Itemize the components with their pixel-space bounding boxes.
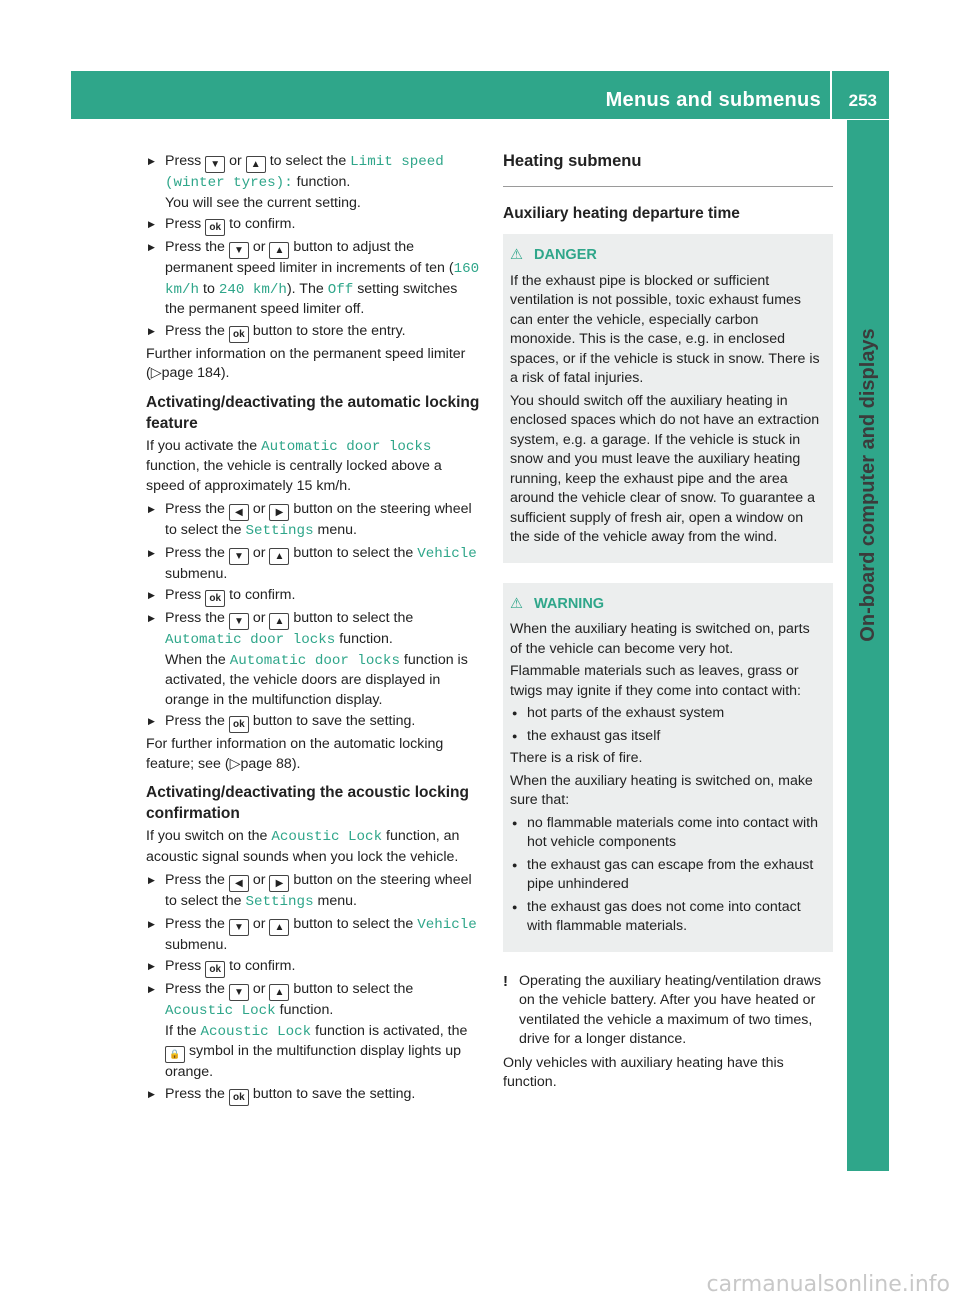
section-heading: Activating/deactivating the automatic locking feature — [146, 393, 480, 432]
section-divider — [503, 186, 833, 187]
list-item: ● the exhaust gas can escape from the exhaust pipe unhindered — [510, 856, 825, 895]
step-item: ▶ Press the ▼ or ▲ button to select the Vehicle submenu. — [146, 915, 480, 956]
list-item: ● no flammable materials come into contact with hot vehicle components — [510, 814, 825, 853]
down-key-icon: ▼ — [229, 548, 249, 565]
section-title: Heating submenu — [503, 152, 642, 170]
danger-label: DANGER — [534, 247, 597, 263]
danger-box — [503, 234, 833, 563]
step-item: ▶ Press the ▼ or ▲ button to select the Vehicle submenu. — [146, 544, 480, 585]
danger-text: You should switch off the auxiliary heating in enclosed spaces which do not have an extraction system, e.g. a garage. If the vehicle is stuck in snow and you must leave the auxiliary heating running, keep the exhaust pipe and the area around the vehicle clear of snow. To guarantee a sufficient supply of fresh air, open a window on the side of the vehicle away from the wind. — [510, 392, 820, 545]
warning-triangle-icon: ⚠ — [510, 247, 523, 263]
ok-key-icon: ok — [229, 716, 249, 733]
step-item: ▶ Press the ▼ or ▲ button to select the Automatic door locks function. When the Automatic door locks function is activated, the vehicle doors are displayed in orange in the multifunction display. — [146, 609, 480, 710]
left-column — [146, 152, 480, 1108]
step-item: ▶ Press the ▼ or ▲ button to adjust the permanent speed limiter in increments of ten (160 km/h to 240 km/h). The Off setting switches the permanent speed limiter off. — [146, 238, 480, 320]
step-item: ▶ Press the ◀ or ▶ button on the steering wheel to select the Settings menu. — [146, 500, 480, 542]
up-key-icon: ▲ — [269, 613, 289, 630]
right-key-icon: ▶ — [269, 504, 289, 521]
section-heading: Activating/deactivating the acoustic locking confirmation — [146, 784, 469, 822]
header-separator — [830, 71, 832, 119]
page-ref-icon: ▷ — [229, 755, 241, 772]
down-key-icon: ▼ — [229, 242, 249, 259]
paragraph: For further information on the automatic locking feature; see (▷page 88). — [146, 736, 444, 772]
warning-text: When the auxiliary heating is switched on, parts of the vehicle can become very hot. — [510, 621, 810, 657]
paragraph: Further information on the permanent speed limiter (▷page 184). — [146, 345, 466, 381]
left-key-icon: ◀ — [229, 504, 249, 521]
notice: ! Operating the auxiliary heating/ventilation draws on the vehicle battery. After you have heated or ventilated the vehicle a maximum of two times, drive for a longer distance. — [503, 972, 822, 1047]
list-item: ● the exhaust gas itself — [510, 727, 825, 747]
page-title: Menus and submenus — [605, 89, 821, 111]
ok-key-icon: ok — [229, 1089, 249, 1106]
up-key-icon: ▲ — [269, 919, 289, 936]
ok-key-icon: ok — [229, 326, 249, 343]
ok-key-icon: ok — [205, 961, 225, 978]
page-ref-icon: ▷ — [150, 365, 162, 381]
page-number: 253 — [848, 91, 877, 110]
exclamation-icon: ! — [503, 972, 508, 990]
warning-text: There is a risk of fire. — [510, 750, 643, 766]
paragraph: If you switch on the Acoustic Lock function, an acoustic signal sounds when you lock the vehicle. — [146, 828, 460, 865]
side-tab — [847, 120, 889, 1171]
left-key-icon: ◀ — [229, 875, 249, 892]
right-column — [503, 150, 833, 1093]
list-item: ● hot parts of the exhaust system — [510, 704, 825, 724]
step-item: ▶ Press the ◀ or ▶ button on the steering wheel to select the Settings menu. — [146, 871, 480, 913]
up-key-icon: ▲ — [269, 548, 289, 565]
step-item: ▶ Press ok to confirm. — [146, 215, 480, 236]
step-item: ▶ Press the ▼ or ▲ button to select the Acoustic Lock function. If the Acoustic Lock function is activated, the 🔒 symbol in the multifunction display lights up orange. — [146, 980, 480, 1083]
down-key-icon: ▼ — [229, 613, 249, 630]
danger-text: If the exhaust pipe is blocked or sufficient ventilation is not possible, toxic exhaust fumes can enter the vehicle, especially carbon monoxide. This is the case, e.g. in enclosed spaces, or if the vehicle is stuck in snow. There is a risk of fatal injuries. — [510, 272, 820, 386]
step-item: ▶ Press ok to confirm. — [146, 957, 480, 978]
page-link[interactable]: page 88). — [240, 755, 301, 772]
warning-text: When the auxiliary heating is switched on, make sure that: — [510, 772, 813, 808]
paragraph: Only vehicles with auxiliary heating have this function. — [503, 1054, 784, 1090]
ok-key-icon: ok — [205, 590, 225, 607]
display-text: Limit speed (winter tyres): — [165, 154, 444, 191]
paragraph: If you activate the Automatic door locks function, the vehicle is centrally locked above a speed of approximately 15 km/h. — [146, 437, 442, 494]
down-key-icon: ▼ — [229, 984, 249, 1001]
step-item: ▶ Press the ok button to store the entry. — [146, 322, 480, 343]
step-item: ▶ Press ▼ or ▲ to select the Limit speed (winter tyres): function. You will see the current setting. — [146, 152, 480, 213]
ok-key-icon: ok — [205, 219, 225, 236]
list-item: ● the exhaust gas does not come into contact with flammable materials. — [510, 898, 825, 937]
up-key-icon: ▲ — [269, 242, 289, 259]
warning-label: WARNING — [534, 595, 605, 612]
step-item: ▶ Press the ok button to save the setting. — [146, 1085, 480, 1106]
warning-box — [503, 583, 833, 952]
step-item: ▶ Press ok to confirm. — [146, 586, 480, 607]
warning-text: Flammable materials such as leaves, grass or twigs may ignite if they come into contact with: — [510, 663, 801, 699]
side-tab-marker — [851, 754, 885, 788]
down-key-icon: ▼ — [205, 156, 225, 173]
header-bar — [71, 71, 889, 119]
warning-triangle-icon: ⚠ — [510, 595, 523, 612]
right-key-icon: ▶ — [269, 875, 289, 892]
up-key-icon: ▲ — [246, 156, 266, 173]
down-key-icon: ▼ — [229, 919, 249, 936]
up-key-icon: ▲ — [269, 984, 289, 1001]
lock-icon: 🔒 — [165, 1046, 185, 1063]
page-link[interactable]: page 184). — [161, 365, 230, 381]
subsection-title: Auxiliary heating departure time — [503, 205, 740, 222]
step-item: ▶ Press the ok button to save the setting. — [146, 712, 480, 733]
side-section-label: On-board computer and displays — [857, 328, 879, 642]
watermark: carmanualsonline.info — [706, 1272, 950, 1297]
